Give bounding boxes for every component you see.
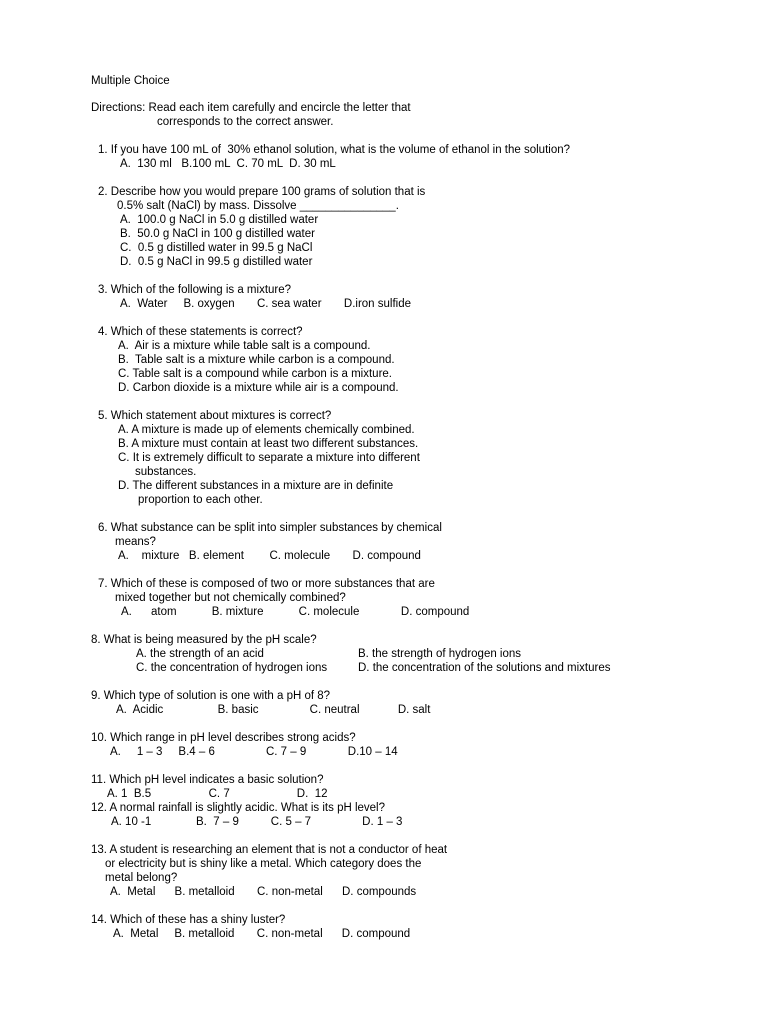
question-13-stem-1: 13. A student is researching an element that is not a conductor of heat xyxy=(91,844,448,856)
question-9-stem: 9. Which type of solution is one with a pH of 8? xyxy=(91,690,331,702)
question-9-choices: A. Acidic B. basic C. neutral D. salt xyxy=(116,704,431,716)
question-5-choice-d-1: D. The different substances in a mixture are in definite xyxy=(118,480,394,492)
question-1-choices: A. 130 ml B.100 mL C. 70 mL D. 30 mL xyxy=(120,158,336,170)
question-10-choices: A. 1 – 3 B.4 – 6 C. 7 – 9 D.10 – 14 xyxy=(110,746,398,758)
question-5-choice-d-2: proportion to each other. xyxy=(138,494,263,506)
question-8-stem: 8. What is being measured by the pH scale? xyxy=(91,634,317,646)
question-1-stem: 1. If you have 100 mL of 30% ethanol solution, what is the volume of ethanol in the solution? xyxy=(98,144,571,156)
question-4-choice-d: D. Carbon dioxide is a mixture while air is a compound. xyxy=(118,382,399,394)
question-13-stem-3: metal belong? xyxy=(105,872,178,884)
question-2-stem-1: 2. Describe how you would prepare 100 grams of solution that is xyxy=(98,186,426,198)
question-5-choice-a: A. A mixture is made up of elements chemically combined. xyxy=(118,424,415,436)
question-14-stem: 14. Which of these has a shiny luster? xyxy=(91,914,286,926)
question-7-choices: A. atom B. mixture C. molecule D. compound xyxy=(121,606,470,618)
question-11-choices: A. 1 B.5 C. 7 D. 12 xyxy=(107,788,328,800)
question-2-choice-b: B. 50.0 g NaCl in 100 g distilled water xyxy=(120,228,315,240)
question-4-choice-b: B. Table salt is a mixture while carbon is a compound. xyxy=(118,354,395,366)
question-4-choice-a: A. Air is a mixture while table salt is a compound. xyxy=(118,340,371,352)
question-5-choice-c-2: substances. xyxy=(135,466,197,478)
question-12-choices: A. 10 -1 B. 7 – 9 C. 5 – 7 D. 1 – 3 xyxy=(111,816,403,828)
question-3-stem: 3. Which of the following is a mixture? xyxy=(98,284,292,296)
question-2-choice-d: D. 0.5 g NaCl in 99.5 g distilled water xyxy=(120,256,313,268)
directions-line-2: corresponds to the correct answer. xyxy=(157,116,334,128)
question-7-stem-1: 7. Which of these is composed of two or more substances that are xyxy=(98,578,435,590)
question-5-choice-c-1: C. It is extremely difficult to separate a mixture into different xyxy=(118,452,420,464)
question-6-stem-2: means? xyxy=(115,536,156,548)
question-4-stem: 4. Which of these statements is correct? xyxy=(98,326,303,338)
question-4-choice-c: C. Table salt is a compound while carbon is a mixture. xyxy=(118,368,393,380)
question-8-choice-a: A. the strength of an acid xyxy=(136,648,264,660)
question-2-stem-2: 0.5% salt (NaCl) by mass. Dissolve _______________. xyxy=(117,200,399,212)
question-2-choice-a: A. 100.0 g NaCl in 5.0 g distilled water xyxy=(120,214,319,226)
question-7-stem-2: mixed together but not chemically combined? xyxy=(115,592,346,604)
question-13-choices: A. Metal B. metalloid C. non-metal D. compounds xyxy=(110,886,417,898)
directions-line-1: Directions: Read each item carefully and encircle the letter that xyxy=(91,102,411,114)
question-14-choices: A. Metal B. metalloid C. non-metal D. compound xyxy=(113,928,411,940)
question-10-stem: 10. Which range in pH level describes strong acids? xyxy=(91,732,356,744)
question-11-stem: 11. Which pH level indicates a basic solution? xyxy=(91,774,324,786)
question-12-stem: 12. A normal rainfall is slightly acidic. What is its pH level? xyxy=(91,802,386,814)
question-13-stem-2: or electricity but is shiny like a metal. Which category does the xyxy=(105,858,422,870)
question-5-choice-b: B. A mixture must contain at least two different substances. xyxy=(118,438,419,450)
question-8-choice-c: C. the concentration of hydrogen ions xyxy=(136,662,328,674)
question-8-choice-b: B. the strength of hydrogen ions xyxy=(358,648,522,660)
question-6-stem-1: 6. What substance can be split into simpler substances by chemical xyxy=(98,522,442,534)
question-3-choices: A. Water B. oxygen C. sea water D.iron sulfide xyxy=(120,298,412,310)
question-6-choices: A. mixture B. element C. molecule D. compound xyxy=(118,550,421,562)
question-5-stem: 5. Which statement about mixtures is correct? xyxy=(98,410,332,422)
question-2-choice-c: C. 0.5 g distilled water in 99.5 g NaCl xyxy=(120,242,313,254)
question-8-choice-d: D. the concentration of the solutions and mixtures xyxy=(358,662,611,674)
heading: Multiple Choice xyxy=(91,75,170,87)
